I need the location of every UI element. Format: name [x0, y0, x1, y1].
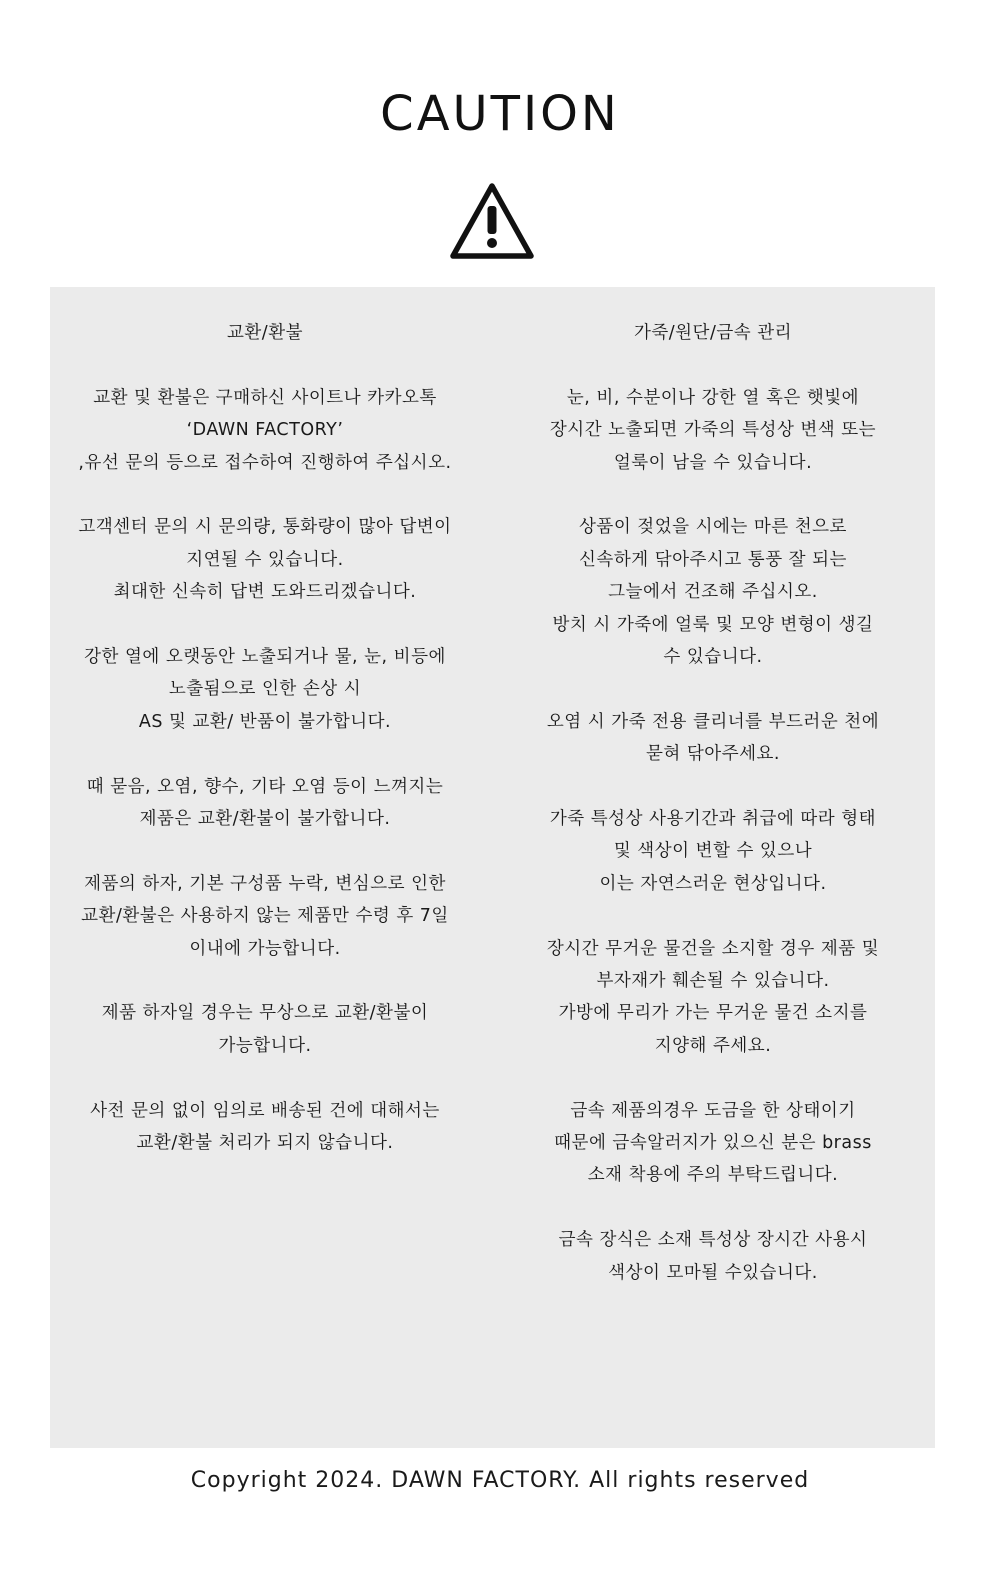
care-heading: 가죽/원단/금속 관리: [633, 323, 793, 343]
notice-paragraph: [50, 997, 480, 1062]
notice-line: 색상이 모마될 수있습니다.: [608, 1262, 818, 1283]
notice-line: 가방에 무리가 가는 무거운 물건 소지를: [558, 1003, 868, 1024]
notice-line: 교환/환불 처리가 되지 않습니다.: [136, 1133, 394, 1154]
notice-line: 그늘에서 건조해 주십시오.: [608, 582, 818, 603]
notice-line: ,유선 문의 등으로 접수하여 진행하여 주십시오.: [78, 452, 452, 473]
notice-line: 금속 장식은 소재 특성상 장시간 사용시: [558, 1230, 868, 1251]
notice-line: 부자재가 훼손될 수 있습니다.: [596, 971, 830, 992]
notice-paragraph: [498, 933, 928, 1063]
notice-line: 최대한 신속히 답변 도와드리겠습니다.: [113, 582, 417, 603]
notice-line: 제품은 교환/환불이 불가합니다.: [139, 809, 391, 830]
notice-line: 눈, 비, 수분이나 강한 열 혹은 햇빛에: [566, 387, 860, 408]
notice-line: 노출됨으로 인한 손상 시: [168, 679, 362, 700]
notice-line: 지양해 주세요.: [654, 1035, 772, 1056]
caution-panel: [50, 287, 935, 1448]
notice-line: 지연될 수 있습니다.: [186, 549, 344, 570]
notice-paragraph: [498, 1095, 928, 1192]
notice-line: 때 묻음, 오염, 향수, 기타 오염 등이 느껴지는: [86, 776, 444, 797]
notice-paragraph: [50, 511, 480, 608]
warning-triangle-icon: [448, 180, 536, 262]
notice-line: 소재 착용에 주의 부탁드립니다.: [587, 1165, 839, 1186]
notice-line: 금속 제품의경우 도금을 한 상태이기: [570, 1100, 856, 1121]
notice-line: 오염 시 가죽 전용 클리너를 부드러운 천에: [546, 711, 880, 732]
notice-paragraph: [498, 706, 928, 771]
notice-line: 고객센터 문의 시 문의량, 통화량이 많아 답변이: [78, 517, 452, 538]
care-column: [498, 317, 928, 1321]
exchange-refund-paragraphs: [50, 382, 480, 1160]
notice-paragraph: [498, 511, 928, 673]
notice-line: 방치 시 가죽에 얼룩 및 모양 변형이 생길: [552, 614, 874, 635]
exchange-refund-heading: 교환/환불: [226, 323, 304, 343]
page-title: CAUTION: [380, 86, 620, 142]
notice-line: 장시간 노출되면 가죽의 특성상 변색 또는: [549, 420, 877, 441]
notice-paragraph: [50, 868, 480, 965]
notice-paragraph: [50, 1095, 480, 1160]
copyright-footer: Copyright 2024. DAWN FACTORY. All rights reserved: [190, 1468, 810, 1493]
notice-line: 얼룩이 남을 수 있습니다.: [613, 452, 813, 473]
notice-line: 신속하게 닦아주시고 통풍 잘 되는: [579, 549, 847, 570]
notice-line: 가죽 특성상 사용기간과 취급에 따라 형태: [549, 809, 877, 830]
notice-line: 가능합니다.: [218, 1035, 312, 1056]
notice-paragraph: [50, 641, 480, 738]
notice-line: 사전 문의 없이 임의로 배송된 건에 대해서는: [90, 1100, 440, 1121]
notice-paragraph: [498, 803, 928, 900]
notice-line: 및 색상이 변할 수 있으나: [613, 841, 813, 862]
notice-line: 수 있습니다.: [663, 647, 763, 668]
notice-line: ‘DAWN FACTORY’: [186, 420, 344, 441]
exchange-refund-column: [50, 317, 480, 1192]
notice-line: 교환/환불은 사용하지 않는 제품만 수령 후 7일: [81, 906, 449, 927]
notice-line: 제품 하자일 경우는 무상으로 교환/환불이: [101, 1003, 429, 1024]
notice-line: 제품의 하자, 기본 구성품 누락, 변심으로 인한: [84, 873, 446, 894]
notice-line: 이내에 가능합니다.: [189, 938, 341, 959]
notice-line: 강한 열에 오랫동안 노출되거나 물, 눈, 비등에: [84, 647, 446, 668]
notice-line: 이는 자연스러운 현상입니다.: [599, 873, 827, 894]
notice-line: 상품이 젖었을 시에는 마른 천으로: [579, 517, 847, 538]
notice-line: 묻혀 닦아주세요.: [646, 744, 780, 765]
notice-line: 장시간 무거운 물건을 소지할 경우 제품 및: [546, 938, 880, 959]
notice-line: 때문에 금속알러지가 있으신 분은 brass: [554, 1133, 872, 1154]
notice-paragraph: [498, 382, 928, 479]
care-paragraphs: [498, 382, 928, 1289]
notice-paragraph: [50, 382, 480, 479]
notice-paragraph: [498, 1224, 928, 1289]
notice-line: AS 및 교환/ 반품이 불가합니다.: [138, 711, 392, 732]
notice-paragraph: [50, 771, 480, 836]
notice-line: 교환 및 환불은 구매하신 사이트나 카카오톡: [93, 387, 437, 408]
